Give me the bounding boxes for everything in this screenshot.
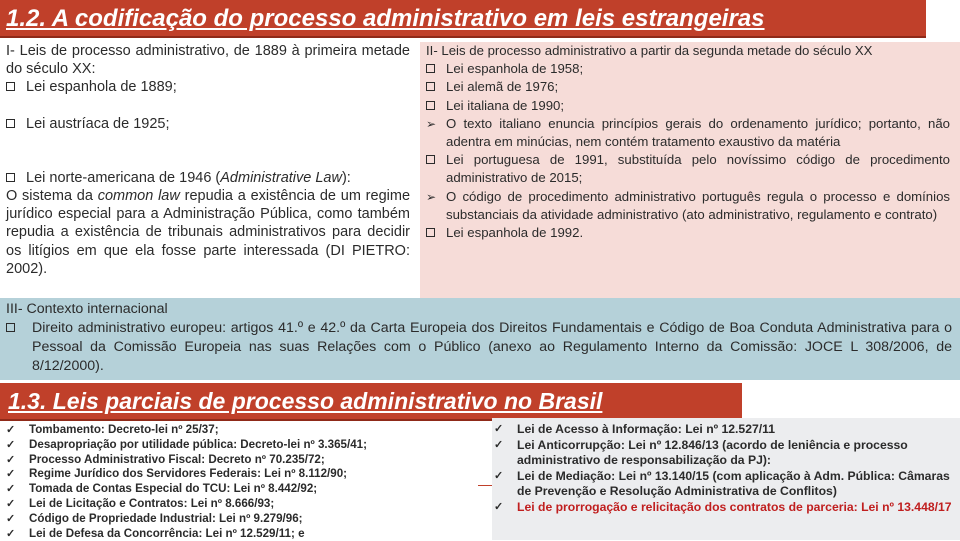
list-item-text: Lei norte-americana de 1946 (Administrative Law): [26,169,351,186]
left-column-foreign-laws [6,42,410,294]
list-item [4,497,474,512]
list-item-text: Tombamento: Decreto-lei nº 25/37; [29,423,219,436]
checkmark-icon: ✓ [6,468,16,481]
list-item-text: Lei de Acesso à Informação: Lei nº 12.527/11 [517,422,776,436]
square-bullet-icon [426,151,446,169]
square-bullet-icon [6,115,26,133]
list-item [4,453,474,468]
list-item [4,423,474,438]
right-column-foreign-laws [420,42,960,298]
list-item [4,512,474,527]
list-item-text: Código de Propriedade Industrial: Lei nº 9.279/96; [29,511,303,525]
list-item [4,482,474,497]
checkmark-icon: ✓ [494,438,504,451]
left-heading: I- Leis de processo administrativo, de 1889 à primeira metade do século XX: [6,43,410,78]
right-heading: II- Leis de processo administrativo a partir da segunda metade do século XX [426,43,873,58]
arrow-bullet-icon: ➢ [426,116,437,131]
list-item-text: Desapropriação por utilidade pública: Decreto-lei nº 3.365/41; [29,437,367,451]
list-item [6,169,410,187]
checkmark-icon: ✓ [6,512,16,525]
list-item-text: Lei de prorrogação e relicitação dos contratos de parceria: Lei nº 13.448/17 [517,499,952,514]
list-item-text: O texto italiano enuncia princípios gerais do ordenamento jurídico; portanto, não adentra em minúcias, nem contém tratamento exaustivo da matéria [446,115,950,150]
list-item [426,115,950,151]
list-item [492,500,960,516]
list-item-text: Direito administrativo europeu: artigos 41.º e 42.º da Carta Europeia dos Direitos Fundamentais e Código de Boa Conduta Administrativa para o Pessoal da Comissão Europeia nas suas Relações com o Público (anexo ao Regulamento Interno da Comissão: JOCE L 308/2006, de 8/12/2000). [32,320,952,374]
context-heading: III- Contexto internacional [6,301,168,317]
section-title-1-2: 1.2. A codificação do processo administrativo em leis estrangeiras [0,0,926,38]
list-item [492,469,960,500]
list-item-text: Tomada de Contas Especial do TCU: Lei nº 8.442/92; [29,482,318,496]
checkmark-icon: ✓ [6,497,16,510]
checkmark-icon: ✓ [6,483,16,496]
list-item [4,467,474,482]
brazil-laws-right-list [492,418,960,540]
square-bullet-icon [426,60,446,78]
list-item [492,422,960,438]
list-item-text: Lei portuguesa de 1991, substituída pelo novíssimo código de procedimento administrativo de 2015; [446,152,950,186]
divider [478,485,492,486]
list-item [426,224,950,242]
section-title-1-3: 1.3. Leis parciais de processo administrativo no Brasil [0,383,742,421]
square-bullet-icon [426,97,446,115]
list-item-text: Lei espanhola de 1992. [446,225,584,241]
international-context-panel [0,298,960,380]
list-item-text: Lei de Licitação e Contratos: Lei nº 8.666/93; [29,496,275,510]
list-item-text: Lei alemã de 1976; [446,79,559,95]
common-law-paragraph: O sistema da common law repudia a existência de um regime jurídico especial para a Administração Pública, como também repudia a existência de tribunais administrativos para decidir os litígios em que ela fosse parte interessada (DI PIETRO: 2002). [6,188,411,277]
square-bullet-icon [426,224,446,242]
brazil-laws-left-list [4,423,474,541]
list-item-text: Lei espanhola de 1889; [26,79,177,96]
square-bullet-icon [6,319,32,338]
list-item-text: Lei de Mediação: Lei nº 13.140/15 (com aplicação à Adm. Pública: Câmaras de Prevenção e Resolução Administrativa de Conflitos) [517,468,950,499]
arrow-bullet-icon: ➢ [426,189,437,204]
list-item [6,319,952,376]
checkmark-icon: ✓ [494,500,504,513]
list-item-text: Lei Anticorrupção: Lei nº 12.846/13 (acordo de leniência e processo administrativo de responsabilização da PJ): [517,437,908,468]
list-item-text: Regime Jurídico dos Servidores Federais: Lei nº 8.112/90; [29,467,348,481]
list-item-text: O código de procedimento administrativo português regula o processo e domínios substanciais da atividade administrativo (ato administrativo, regulamento e contrato) [446,188,950,222]
square-bullet-icon [6,169,26,187]
list-item-text: Lei espanhola de 1958; [446,61,584,77]
list-item-text: Processo Administrativo Fiscal: Decreto nº 70.235/72; [29,452,325,466]
right-list [426,60,950,242]
checkmark-icon: ✓ [6,527,16,540]
list-item-text: Lei de Defesa da Concorrência: Lei nº 12.529/11; e [29,526,305,540]
list-item [4,438,474,453]
checkmark-icon: ✓ [494,423,504,435]
checkmark-icon: ✓ [6,453,16,466]
list-item [426,78,950,96]
list-item [426,97,950,115]
list-item [426,60,950,78]
list-item [6,115,410,133]
list-item-text: Lei austríaca de 1925; [26,115,170,132]
checkmark-icon: ✓ [6,438,16,451]
checkmark-icon: ✓ [494,469,504,482]
list-item [4,527,474,541]
list-item [6,78,410,96]
list-item [426,151,950,187]
square-bullet-icon [6,78,26,96]
list-item-text: Lei italiana de 1990; [446,97,565,113]
list-item [492,438,960,469]
square-bullet-icon [426,78,446,96]
list-item [426,188,950,224]
checkmark-icon: ✓ [6,424,16,436]
